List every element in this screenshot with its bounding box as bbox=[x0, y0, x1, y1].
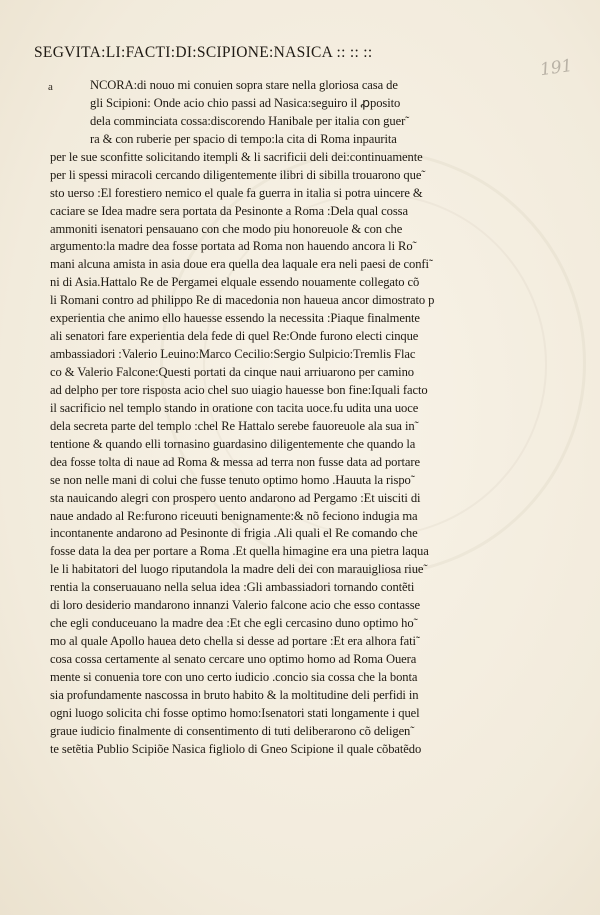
guide-letter: a bbox=[48, 81, 53, 93]
text-line: gli Scipioni: Onde acio chio passi ad Nasica:seguiro il ꝓposito bbox=[90, 95, 401, 110]
text-line: per le sue sconfitte solicitando itempli & li sacrificii deli dei:continuamente bbox=[50, 149, 423, 164]
text-line: rentia la conseruauano nella selua idea :Gli ambassiadori tornando contẽti bbox=[50, 580, 415, 595]
text-line: mani alcuna amista in asia doue era quella dea laquale era neli paesi de confi˜ bbox=[50, 257, 434, 272]
text-line: le li habitatori del luogo riputandola la madre deli dei con marauigliosa riue˜ bbox=[50, 562, 428, 577]
text-line: dela comminciata cossa:discorendo Hanibale per italia con guer˜ bbox=[90, 113, 410, 128]
text-line: il sacrificio nel templo stando in oratione con tacita uoce.fu udita una uoce bbox=[50, 400, 419, 415]
text-line: ni di Asia.Hattalo Re de Pergamei elquale essendo nouamente collegato cõ bbox=[50, 275, 420, 290]
text-line: ra & con ruberie per spacio di tempo:la cita di Roma inpaurita bbox=[90, 131, 397, 146]
text-line: experientia che animo ello hauesse essendo la necessita :Piaque finalmente bbox=[50, 311, 420, 326]
text-line: caciare se Idea madre sera portata da Pesinonte a Roma :Dela qual cossa bbox=[50, 203, 408, 218]
text-line: incontanente andarono ad Pesinonte di frigia .Ali quali el Re comando che bbox=[50, 526, 418, 541]
text-line: tentione & quando elli tornasino guardasino diligentemente che quando la bbox=[50, 436, 416, 451]
running-title: SEGVITA:LI:FACTI:DI:SCIPIONE:NASICA :: :: :: bbox=[34, 44, 373, 61]
text-line: dela secreta parte del templo :chel Re Hattalo serebe fauoreuole ala sua in˜ bbox=[50, 418, 419, 433]
text-line: argumento:la madre dea fosse portata ad Roma non hauendo ancora li Ro˜ bbox=[50, 239, 417, 254]
text-line: fosse data la dea per portare a Roma .Et quella himagine era una pietra laqua bbox=[50, 544, 429, 559]
text-block bbox=[50, 77, 570, 759]
text-line: sto uerso :El forestiero nemico el quale fa guerra in italia si potra uincere & bbox=[50, 185, 423, 200]
text-line: di loro desiderio mandarono innanzi Valerio falcone acio che esso contasse bbox=[50, 598, 421, 613]
text-line: sta nauicando alegri con prospero uento andarono ad Pergamo :Et uisciti di bbox=[50, 490, 421, 505]
text-line: ambassiadori :Valerio Leuino:Marco Cecilio:Sergio Sulpicio:Tremlis Flac bbox=[50, 347, 416, 362]
text-line: mo al quale Apollo hauea deto chella si desse ad portare :Et era alhora fati˜ bbox=[50, 634, 420, 649]
text-line: ali senatori fare experientia dela fede di quel Re:Onde furono electi cinque bbox=[50, 329, 419, 344]
text-line: sia profundamente nascossa in bruto habito & la moltitudine deli perfidi in bbox=[50, 687, 419, 702]
text-line: co & Valerio Falcone:Questi portati da cinque naui arriuarono per camino bbox=[50, 365, 414, 379]
text-line: te setẽtia Publio Scipiõe Nasica figliolo di Gneo Scipione il quale cõbatẽdo bbox=[50, 741, 422, 756]
text-line: naue andado al Re:furono riceuuti benignamente:& nõ feciono indugia ma bbox=[50, 508, 418, 523]
text-line: ad delpho per tore risposta acio chel suo uiagio hauesse bon fine:Iquali facto bbox=[50, 382, 428, 397]
text-line: se non nelle mani di colui che fusse tenuto optimo homo .Hauuta la rispo˜ bbox=[50, 472, 415, 487]
text-line: ammoniti isenatori pensauano con che modo piu honoreuole & con che bbox=[50, 221, 403, 236]
text-line: mente si conuenia tore con uno certo iudicio .concio sia cossa che la bonta bbox=[50, 669, 418, 684]
text-line: dea fosse tolta di naue ad Roma & messa ad terra non fusse data ad portare bbox=[50, 454, 420, 469]
text-line: graue iudicio finalmente di consentimento di tuti deliberarono cõ deligen˜ bbox=[50, 723, 415, 738]
text-line: li Romani contro ad philippo Re di macedonia non haueua ancor dimostrato p bbox=[50, 293, 435, 308]
text-line: ogni luogo solicita chi fosse optimo homo:Isenatori stati longamente i quel bbox=[50, 705, 420, 720]
text-line: che egli conduceuano la madre dea :Et che egli cercasino duno optimo ho˜ bbox=[50, 616, 418, 631]
folio-number: 191 bbox=[538, 55, 574, 81]
text-line: NCORA:di nouo mi conuien sopra stare nella gloriosa casa de bbox=[90, 78, 398, 92]
text-line: cosa cossa certamente al senato cercare uno optimo homo ad Roma Ouera bbox=[50, 652, 417, 666]
text-line: per li spessi miracoli cercando diligentemente ilibri di sibilla trouarono que˜ bbox=[50, 167, 426, 182]
